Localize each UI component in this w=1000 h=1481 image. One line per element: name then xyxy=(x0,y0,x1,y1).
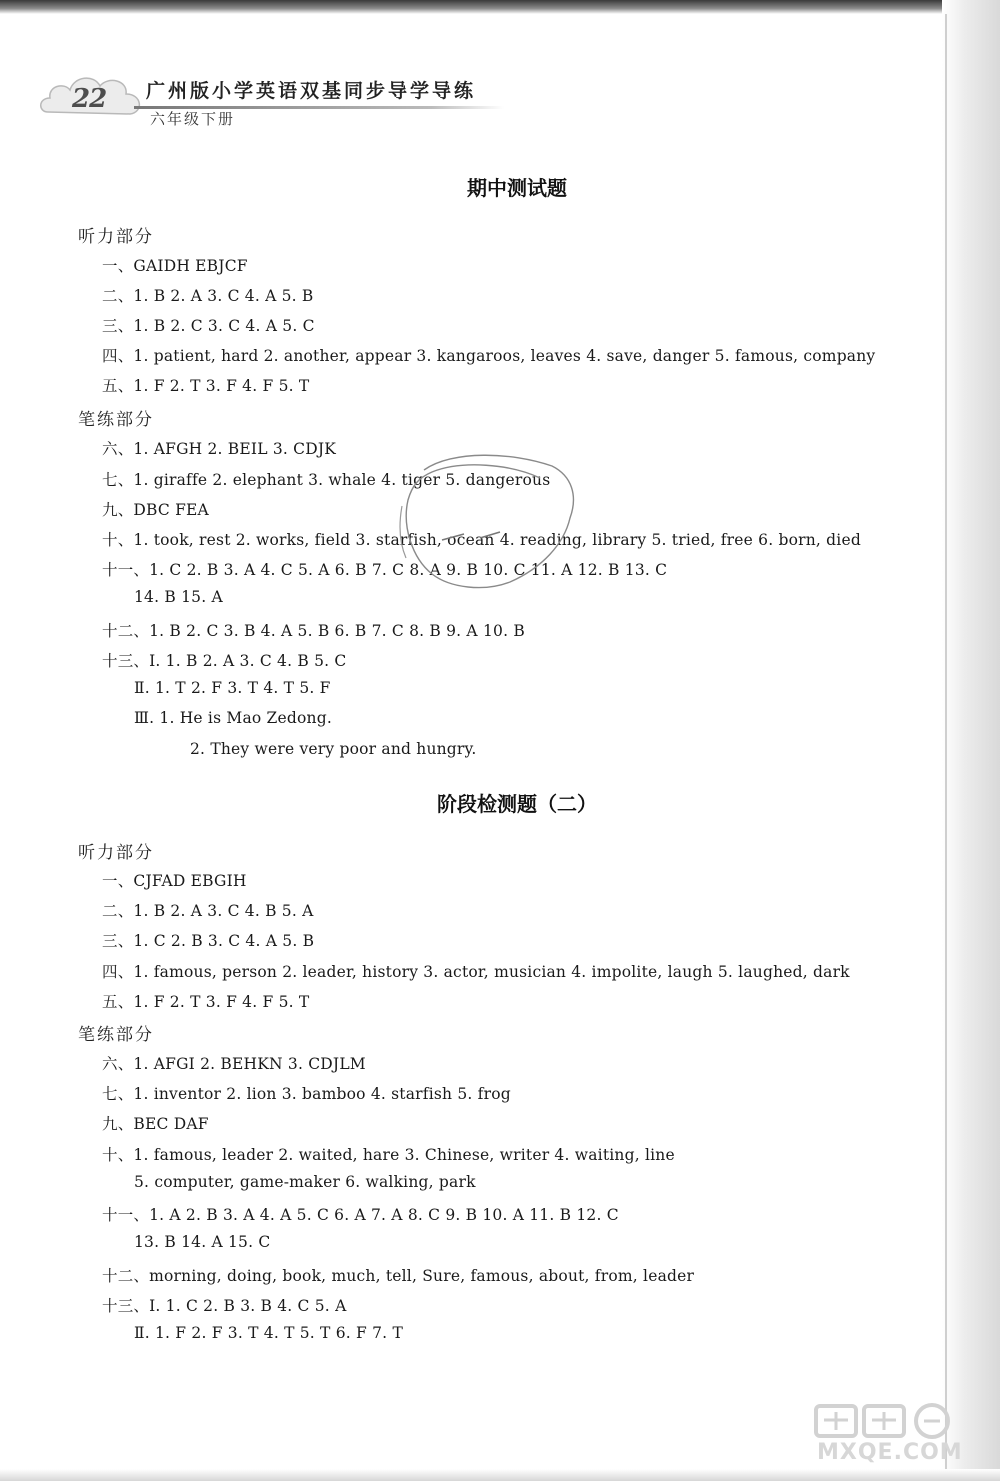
answer-line: 十、1. took, rest 2. works, field 3. starfish, ocean 4. reading, library 5. tried, free 6. born, died xyxy=(102,531,861,549)
writing-part-label: 笔练部分 xyxy=(78,1025,154,1045)
answer-line: 七、1. giraffe 2. elephant 3. whale 4. tiger 5. dangerous xyxy=(102,471,551,489)
answer-line: 三、1. B 2. C 3. C 4. A 5. C xyxy=(102,317,315,335)
page-edge-line xyxy=(945,14,947,1481)
answer-line: 十一、1. A 2. B 3. A 4. A 5. C 6. A 7. A 8. C 9. B 10. A 11. B 12. C xyxy=(102,1206,619,1224)
answer-line: 14. B 15. A xyxy=(134,588,223,606)
answer-line: 六、1. AFGH 2. BEIL 3. CDJK xyxy=(102,440,337,458)
watermark-brand-icon xyxy=(812,1400,962,1440)
book-title: 广州版小学英语双基同步导学导练 xyxy=(146,80,477,102)
answer-line: 13. B 14. A 15. C xyxy=(134,1233,271,1251)
answer-line: 五、1. F 2. T 3. F 4. F 5. T xyxy=(102,993,310,1011)
answer-line: 九、DBC FEA xyxy=(102,501,209,519)
answer-line: 一、CJFAD EBGIH xyxy=(102,872,247,890)
answer-line: 十一、1. C 2. B 3. A 4. C 5. A 6. B 7. C 8. A 9. B 10. C 11. A 12. B 13. C xyxy=(102,561,668,579)
writing-part-label: 笔练部分 xyxy=(78,410,154,430)
section-title: 期中测试题 xyxy=(467,176,567,200)
answer-line: 十三、Ⅰ. 1. B 2. A 3. C 4. B 5. C xyxy=(102,652,347,670)
answer-line: 十、1. famous, leader 2. waited, hare 3. Chinese, writer 4. waiting, line xyxy=(102,1146,675,1164)
answer-line: 四、1. famous, person 2. leader, history 3. actor, musician 4. impolite, laugh 5. laughed, dark xyxy=(102,963,850,981)
answer-line: 二、1. B 2. A 3. C 4. A 5. B xyxy=(102,287,314,305)
watermark-logo xyxy=(812,1400,962,1472)
answer-line: Ⅱ. 1. F 2. F 3. T 4. T 5. T 6. F 7. T xyxy=(134,1324,403,1342)
answer-line: 十二、1. B 2. C 3. B 4. A 5. B 6. B 7. C 8. B 9. A 10. B xyxy=(102,622,525,640)
answer-line: 六、1. AFGI 2. BEHKN 3. CDJLM xyxy=(102,1055,366,1073)
scan-right-margin xyxy=(942,0,1000,1481)
answer-line: 5. computer, game-maker 6. walking, park xyxy=(134,1173,476,1191)
page-header xyxy=(38,64,598,144)
answer-line: 二、1. B 2. A 3. C 4. B 5. A xyxy=(102,902,314,920)
watermark-domain: MXQE.COM xyxy=(817,1440,963,1465)
answer-line: 一、GAIDH EBJCF xyxy=(102,257,248,275)
answer-line: 三、1. C 2. B 3. C 4. A 5. B xyxy=(102,932,315,950)
page-number: 22 xyxy=(72,84,107,114)
answer-line: 七、1. inventor 2. lion 3. bamboo 4. starfish 5. frog xyxy=(102,1085,511,1103)
answer-line: 2. They were very poor and hungry. xyxy=(190,740,477,758)
scan-top-edge xyxy=(0,0,1000,14)
answer-line: 九、BEC DAF xyxy=(102,1115,209,1133)
section-title: 阶段检测题（二） xyxy=(437,792,597,816)
answer-line: Ⅲ. 1. He is Mao Zedong. xyxy=(134,709,332,727)
answer-line: 十二、morning, doing, book, much, tell, Sure, famous, about, from, leader xyxy=(102,1267,695,1285)
grade-label: 六年级下册 xyxy=(150,110,236,128)
pencil-scribble-mark xyxy=(392,448,582,600)
answer-line: 五、1. F 2. T 3. F 4. F 5. T xyxy=(102,377,310,395)
listening-part-label: 听力部分 xyxy=(78,843,154,863)
answer-line: 十三、Ⅰ. 1. C 2. B 3. B 4. C 5. A xyxy=(102,1297,347,1315)
listening-part-label: 听力部分 xyxy=(78,227,154,247)
answer-line: Ⅱ. 1. T 2. F 3. T 4. T 5. F xyxy=(134,679,331,697)
answer-line: 四、1. patient, hard 2. another, appear 3. kangaroos, leaves 4. save, danger 5. famous, company xyxy=(102,347,876,365)
